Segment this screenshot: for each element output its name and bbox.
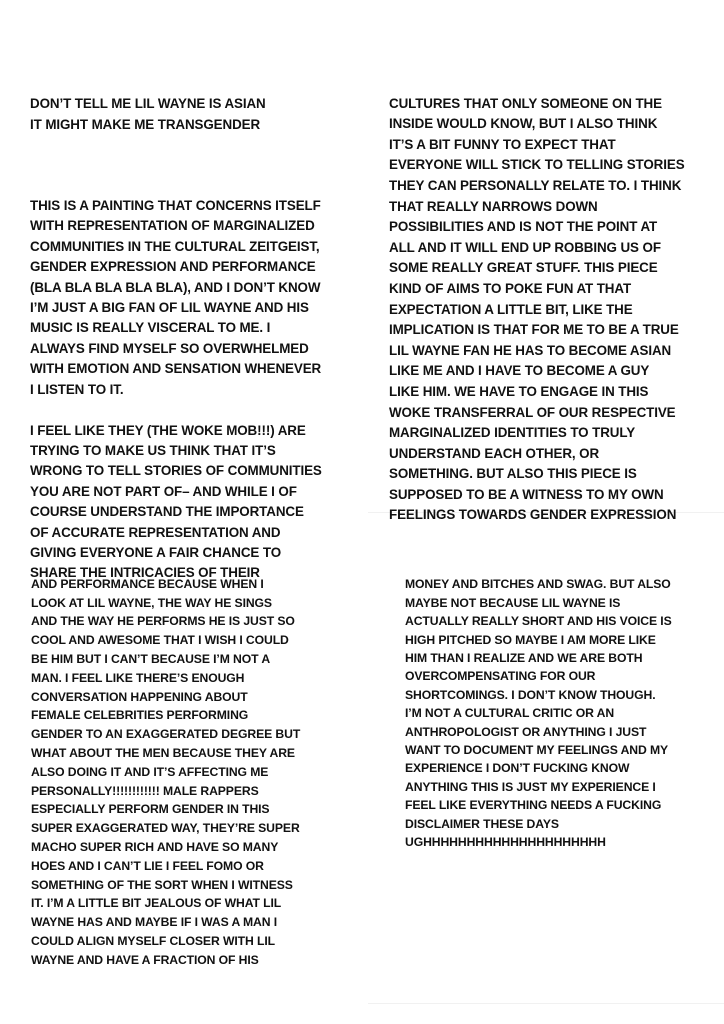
statement-title: DON’T TELL ME LIL WAYNE IS ASIAN IT MIGHT MAKE ME TRANSGENDER [30,96,266,132]
text-panel-top-left [30,74,360,604]
statement-paragraph: MONEY AND BITCHES AND SWAG. BUT ALSO MAYBE NOT BECAUSE LIL WAYNE IS ACTUALLY REALLY SHORT AND HIS VOICE IS HIGH PITCHED SO MAYBE I AM MORE LIKE HIM THAN I REALIZE AND WE ARE BOTH OVERCOMPENSATING FOR OUR SHORTCOMINGS. I DON’T KNOW THOUGH. I’M NOT A CULTURAL CRITIC OR AN ANTHROPOLOGIST OR ANYTHING I JUST WANT TO DOCUMENT MY FEELINGS AND MY EXPERIENCE I DON’T FUCKING KNOW ANYTHING THIS IS JUST MY EXPERIENCE I FEEL LIKE EVERYTHING NEEDS A FUCKING DISCLAIMER THESE DAYS UGHHHHHHHHHHHHHHHHHHHHH [405,577,672,850]
statement-paragraph: AND PERFORMANCE BECAUSE WHEN I LOOK AT LIL WAYNE, THE WAY HE SINGS AND THE WAY HE PERFORMS HE IS JUST SO COOL AND AWESOME THAT I WISH I COULD BE HIM BUT I CAN’T BECAUSE I’M NOT A MAN. I FEEL LIKE THERE’S ENOUGH CONVERSATION HAPPENING ABOUT FEMALE CELEBRITIES PERFORMING GENDER TO AN EXAGGERATED DEGREE BUT WHAT ABOUT THE MEN BECAUSE THEY ARE ALSO DOING IT AND IT’S AFFECTING ME PERSONALLY!!!!!!!!!!!! MALE RAPPERS ESPECIALLY PERFORM GENDER IN THIS SUPER EXAGGERATED WAY, THEY’RE SUPER MACHO SUPER RICH AND HAVE SO MANY HOES AND I CAN’T LIE I FEEL FOMO OR SOMETHING OF THE SORT WHEN I WITNESS IT. I’M A LITTLE BIT JEALOUS OF WHAT LIL WAYNE HAS AND MAYBE IF I WAS A MAN I COULD ALIGN MYSELF CLOSER WITH LIL WAYNE AND HAVE A FRACTION OF HIS [31,576,301,967]
text-panel-bottom-left [31,556,351,988]
panel-seam [368,1003,724,1004]
text-panel-bottom-right [405,557,705,870]
text-panel-top-right [389,73,719,547]
statement-paragraph: CULTURES THAT ONLY SOMEONE ON THE INSIDE WOULD KNOW, BUT I ALSO THINK IT’S A BIT FUNNY TO EXPECT THAT EVERYONE WILL STICK TO TELLING STORIES THEY CAN PERSONALLY RELATE TO. I THINK THAT REALLY NARROWS DOWN POSSIBILITIES AND IS NOT THE POINT AT ALL AND IT WILL END UP ROBBING US OF SOME REALLY GREAT STUFF. THIS PIECE KIND OF AIMS TO POKE FUN AT THAT EXPECTATION A LITTLE BIT, LIKE THE IMPLICATION IS THAT FOR ME TO BE A TRUE LIL WAYNE FAN HE HAS TO BECOME ASIAN LIKE ME AND I HAVE TO BECOME A GUY LIKE HIM. WE HAVE TO ENGAGE IN THIS WOKE TRANSFERRAL OF OUR RESPECTIVE MARGINALIZED IDENTITIES TO TRULY UNDERSTAND EACH OTHER, OR SOMETHING. BUT ALSO THIS PIECE IS SUPPOSED TO BE A WITNESS TO MY OWN FEELINGS TOWARDS GENDER EXPRESSION [389,95,685,523]
statement-paragraph: THIS IS A PAINTING THAT CONCERNS ITSELF WITH REPRESENTATION OF MARGINALIZED COMMUNITIES IN THE CULTURAL ZEITGEIST, GENDER EXPRESSION AND PERFORMANCE (BLA BLA BLA BLA BLA), AND I DON’T KNOW I’M JUST A BIG FAN OF LIL WAYNE AND HIS MUSIC IS REALLY VISCERAL TO ME. I ALWAYS FIND MYSELF SO OVERWHELMED WITH EMOTION AND SENSATION WHENEVER I LISTEN TO IT. [30,198,322,397]
statement-paragraph: I FEEL LIKE THEY (THE WOKE MOB!!!) ARE TRYING TO MAKE US THINK THAT IT’S WRONG TO TELL STORIES OF COMMUNITIES YOU ARE NOT PART OF– AND WHILE I OF COURSE UNDERSTAND THE IMPORTANCE OF ACCURATE REPRESENTATION AND GIVING EVERYONE A FAIR CHANCE TO SHARE THE INTRICACIES OF THEIR [30,422,322,581]
